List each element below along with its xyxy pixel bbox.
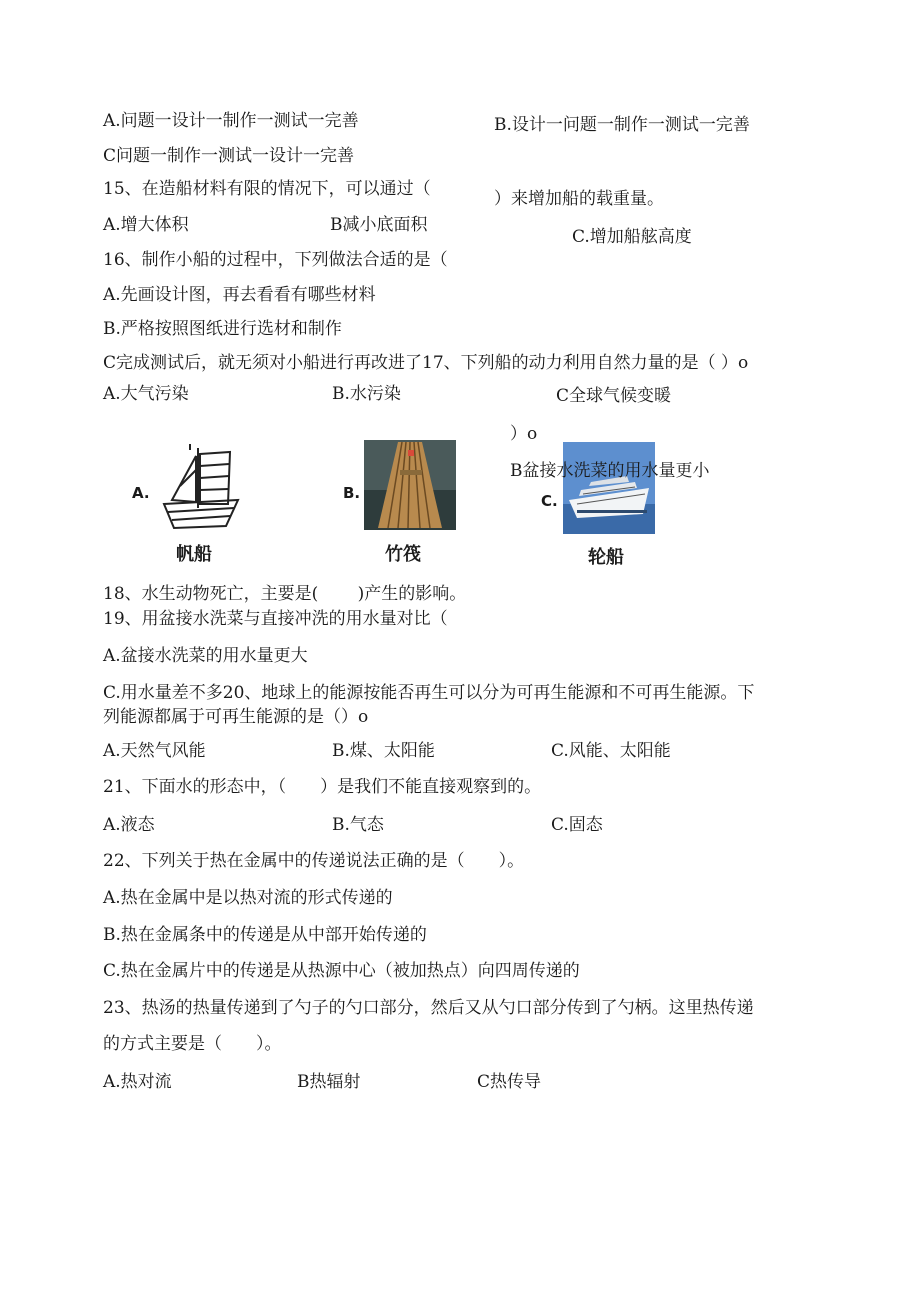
boat-b-caption: 竹筏: [385, 544, 421, 565]
q21-option-a: A.液态: [103, 815, 155, 835]
q16-option-c-q17-stem: C完成测试后，就无须对小船进行再改进了17、下列船的动力利用自然力量的是（ ）o: [103, 353, 749, 373]
q15-option-a: A.增大体积: [103, 215, 189, 235]
q23-option-c: C热传导: [477, 1072, 542, 1092]
boat-b-letter: B.: [343, 484, 361, 502]
q15-option-c: C.增加船舷高度: [572, 227, 692, 247]
q21-option-b: B.气态: [332, 815, 384, 835]
q22-option-c: C.热在金属片中的传递是从热源中心（被加热点）向四周传递的: [103, 961, 580, 981]
q20-stem-line2: 列能源都属于可再生能源的是（）o: [103, 707, 369, 727]
q19-option-a: A.盆接水洗菜的用水量更大: [103, 646, 308, 666]
q18-option-a: A.大气污染: [103, 384, 189, 404]
q20-option-b: B.煤、太阳能: [332, 741, 435, 761]
boat-c-caption: 轮船: [588, 547, 624, 568]
q16-stem: 16、制作小船的过程中，下列做法合适的是（: [103, 250, 448, 270]
q18-stem: 18、水生动物死亡，主要是( )产生的影响。: [103, 584, 467, 604]
q23-stem-line2: 的方式主要是（ ）。: [103, 1034, 282, 1054]
q22-option-a: A.热在金属中是以热对流的形式传递的: [103, 888, 393, 908]
sailboat-icon: [160, 442, 242, 534]
stray-q19-option-b: B盆接水洗菜的用水量更小: [510, 461, 710, 481]
q14-option-c: C问题一制作一测试一设计一完善: [103, 146, 355, 166]
q21-option-c: C.固态: [551, 815, 603, 835]
q19-option-c-q20-stem: C.用水量差不多20、地球上的能源按能否再生可以分为可再生能源和不可再生能源。下: [103, 683, 755, 703]
q23-option-b: B热辐射: [297, 1072, 361, 1092]
cruise-ship-icon: [563, 442, 655, 534]
bamboo-raft-icon: [364, 440, 456, 530]
boat-a-caption: 帆船: [176, 544, 212, 565]
q23-option-a: A.热对流: [103, 1072, 172, 1092]
q14-option-a: A.问题一设计一制作一测试一完善: [103, 111, 359, 131]
stray-paren: ）o: [510, 424, 538, 444]
q21-stem: 21、下面水的形态中，（ ）是我们不能直接观察到的。: [103, 777, 542, 797]
q16-option-a: A.先画设计图，再去看看有哪些材料: [103, 285, 376, 305]
q18-option-b: B.水污染: [332, 384, 401, 404]
q22-option-b: B.热在金属条中的传递是从中部开始传递的: [103, 925, 427, 945]
q23-stem-line1: 23、热汤的热量传递到了勺子的勺口部分，然后又从勺口部分传到了勺柄。这里热传递: [103, 998, 754, 1018]
q15-option-b: B减小底面积: [330, 215, 428, 235]
boat-a-letter: A.: [132, 484, 150, 502]
q14-option-b: B.设计一问题一制作一测试一完善: [494, 115, 750, 135]
q20-option-a: A.天然气风能: [103, 741, 206, 761]
q15-stem-right: ）来增加船的载重量。: [494, 189, 664, 209]
q16-option-b: B.严格按照图纸进行选材和制作: [103, 319, 342, 339]
q22-stem: 22、下列关于热在金属中的传递说法正确的是（ ）。: [103, 851, 525, 871]
q18-option-c: C全球气候变暖: [556, 386, 672, 406]
boat-c-letter: C.: [541, 492, 558, 510]
q15-stem-left: 15、在造船材料有限的情况下，可以通过（: [103, 179, 431, 199]
q19-stem: 19、用盆接水洗菜与直接冲洗的用水量对比（: [103, 609, 448, 629]
q20-option-c: C.风能、太阳能: [551, 741, 671, 761]
